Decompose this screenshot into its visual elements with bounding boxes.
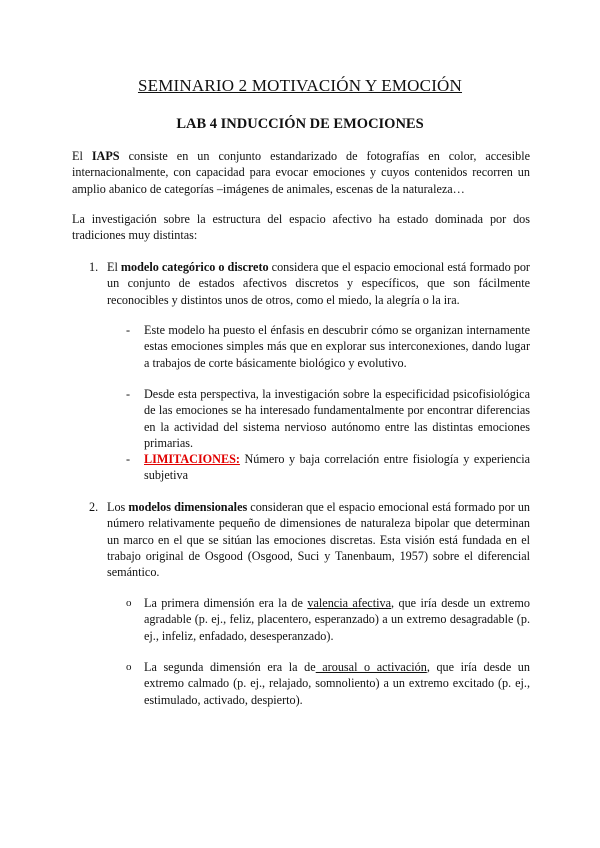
valence-prefix: La primera dimensión era la de [144,596,308,610]
item2-bold-term: modelos dimensionales [128,500,248,514]
sub-item-psychophysiology: Desde esta perspectiva, la investigación sobre la especificidad psicofisiológica de las emociones se ha interesado fundamentalmente por encontrar diferencias en la actividad del sistema nervioso autónomo entre las distintas emociones primarias. [144,387,530,450]
item2-text: consideran que el espacio emocional está formado por un número relativamente pequeño de dimensiones de naturaleza bipolar que determinan un marco en el que se sitúan las emociones discretas. Esta visión está fundada en el trabajo original de Osgood (Osgood, Suci y Tanenbaum, 1957) sobre el diferencial semántico. [107,500,531,580]
item1-bold-term: modelo categórico o discreto [120,260,269,274]
structure-paragraph: La investigación sobre la estructura del espacio afectivo ha estado dominada por dos tradiciones muy distintas: [72,212,530,243]
list-item-dimensional-models [107,499,530,580]
intro-paragraph [72,148,530,197]
limitations-label: LIMITACIONES: [144,452,240,466]
intro-prefix: El [72,149,92,163]
list-number-1: 1. [89,260,99,274]
sub-item-valence [144,595,530,644]
sub-item-emphasis: Este modelo ha puesto el énfasis en descubrir cómo se organizan internamente estas emociones simples más que en explorar sus interconexiones, dando lugar a trabajos de corte básicamente biológico y evolutivo. [144,323,530,370]
dash-bullet-3: - [126,452,131,466]
item1-text: considera que el espacio emocional está formado por un conjunto de estados afectivos discretos y específicos, que son fácilmente reconocibles y distintos unos de otros, como el miedo, la alegría o la ira. [107,260,530,307]
sub-item-limitations [144,451,530,484]
valence-term: valencia afectiva [307,596,391,610]
list-number-2: 2. [89,500,99,514]
valence-text: , que iría desde un extremo agradable (p. ej., feliz, placentero, esperanzado) a un extremo desagradable (p. ej., infeliz, enfadado, desesperanzado). [144,596,530,643]
intro-text: consiste en un conjunto estandarizado de fotografías en color, accesible internacionalmente, con capacidad para evocar emociones y cuyos contenidos recorren un amplio abanico de categorías –imágenes de animales, escenas de la naturaleza… [72,149,530,196]
page-subtitle: LAB 4 INDUCCIÓN DE EMOCIONES [176,116,424,132]
arousal-text: , que iría desde un extremo calmado (p. ej., relajado, somnoliento) a un extremo excitado (p. ej., estimulado, activado, despierto). [144,660,530,707]
dash-bullet-1: - [126,323,131,337]
item2-prefix: Los [107,500,129,514]
intro-bold-term: IAPS [91,149,120,163]
sub-item-arousal [144,659,530,708]
limitations-text: Número y baja correlación entre fisiología y experiencia subjetiva [144,452,530,483]
circle-bullet-2: o [126,661,132,673]
dash-bullet-2: - [126,387,131,401]
circle-bullet-1: o [126,597,132,609]
list-item-categorical-model [107,259,530,308]
item1-prefix: El [107,260,121,274]
arousal-prefix: La segunda dimensión era la de [144,660,316,674]
page-title: SEMINARIO 2 MOTIVACIÓN Y EMOCIÓN [137,76,463,95]
arousal-term: arousal o activación [315,660,427,674]
